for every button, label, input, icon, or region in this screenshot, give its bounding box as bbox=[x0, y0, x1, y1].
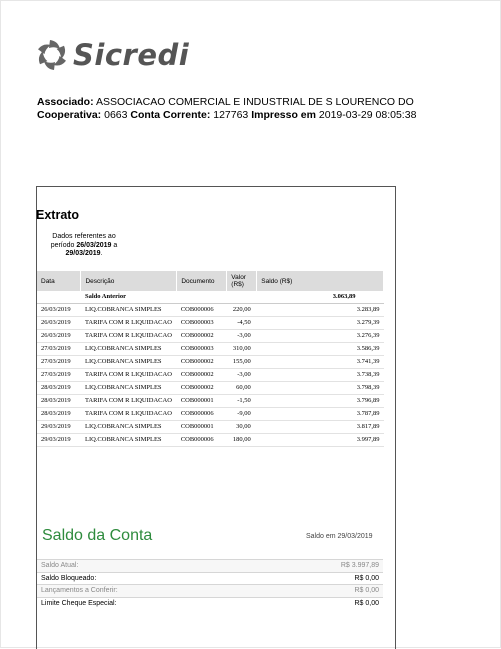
row-date: 26/03/2019 bbox=[37, 317, 81, 330]
cooperativa-value: 0663 bbox=[104, 109, 128, 121]
row-value: -3,00 bbox=[227, 369, 257, 382]
row-document: COB000006 bbox=[177, 304, 227, 317]
row-document: COB000006 bbox=[177, 408, 227, 421]
row-value: 155,00 bbox=[227, 356, 257, 369]
table-header-row bbox=[37, 271, 384, 291]
saldo-anterior-doc bbox=[177, 291, 227, 304]
cooperativa-label: Cooperativa: bbox=[37, 109, 102, 121]
saldo-anterior-row bbox=[37, 291, 384, 304]
sicredi-logo bbox=[35, 38, 189, 72]
row-value: 60,00 bbox=[227, 382, 257, 395]
row-value: -9,00 bbox=[227, 408, 257, 421]
row-balance: 3.787,89 bbox=[257, 408, 384, 421]
row-date: 27/03/2019 bbox=[37, 343, 81, 356]
col-saldo: Saldo (R$) bbox=[257, 271, 384, 291]
row-balance: 3.276,39 bbox=[257, 330, 384, 343]
row-document: COB000003 bbox=[177, 343, 227, 356]
col-descricao: Descrição bbox=[81, 271, 177, 291]
row-balance: 3.997,89 bbox=[257, 434, 384, 447]
periodo-text bbox=[44, 233, 124, 259]
saldo-date: Saldo em 29/03/2019 bbox=[306, 533, 373, 540]
row-value: -1,50 bbox=[227, 395, 257, 408]
table-row bbox=[37, 369, 384, 382]
sicredi-swirl-icon bbox=[35, 38, 69, 72]
impresso-value: 2019-03-29 08:05:38 bbox=[318, 109, 417, 121]
row-document: COB000002 bbox=[177, 369, 227, 382]
saldo-anterior-date bbox=[37, 291, 81, 304]
row-value: 180,00 bbox=[227, 434, 257, 447]
table-row bbox=[37, 395, 384, 408]
saldo-row-label: Saldo Bloqueado: bbox=[41, 574, 97, 582]
row-description: TARIFA COM R LIQUIDACAO bbox=[81, 317, 177, 330]
saldo-row-value: R$ 0,00 bbox=[354, 587, 379, 595]
row-description: LIQ.COBRANCA SIMPLES bbox=[81, 356, 177, 369]
table-row bbox=[37, 330, 384, 343]
row-balance: 3.817,89 bbox=[257, 421, 384, 434]
row-document: COB000002 bbox=[177, 330, 227, 343]
row-description: LIQ.COBRANCA SIMPLES bbox=[81, 421, 177, 434]
saldo-anterior-valor bbox=[227, 291, 257, 304]
row-description: LIQ.COBRANCA SIMPLES bbox=[81, 434, 177, 447]
table-row bbox=[37, 408, 384, 421]
col-valor: Valor (R$) bbox=[227, 271, 257, 291]
row-balance: 3.798,39 bbox=[257, 382, 384, 395]
row-date: 28/03/2019 bbox=[37, 382, 81, 395]
periodo-end-date: 29/03/2019 bbox=[65, 250, 101, 257]
row-date: 26/03/2019 bbox=[37, 304, 81, 317]
associado-value: ASSOCIACAO COMERCIAL E INDUSTRIAL DE S LOURENCO DO bbox=[95, 96, 414, 108]
saldo-row bbox=[37, 597, 383, 610]
row-value: -4,50 bbox=[227, 317, 257, 330]
row-balance: 3.741,39 bbox=[257, 356, 384, 369]
row-document: COB000002 bbox=[177, 356, 227, 369]
row-document: COB000003 bbox=[177, 317, 227, 330]
row-description: TARIFA COM R LIQUIDACAO bbox=[81, 330, 177, 343]
table-row bbox=[37, 317, 384, 330]
conta-label: Conta Corrente: bbox=[130, 109, 211, 121]
row-description: TARIFA COM R LIQUIDACAO bbox=[81, 369, 177, 382]
saldo-anterior-value: 3.063,89 bbox=[257, 291, 384, 304]
impresso-label: Impresso em bbox=[251, 109, 316, 121]
saldo-anterior-label: Saldo Anterior bbox=[81, 291, 177, 304]
row-value: 30,00 bbox=[227, 421, 257, 434]
row-document: COB000002 bbox=[177, 382, 227, 395]
row-description: LIQ.COBRANCA SIMPLES bbox=[81, 382, 177, 395]
row-document: COB000006 bbox=[177, 434, 227, 447]
row-date: 27/03/2019 bbox=[37, 356, 81, 369]
cooperativa-line bbox=[37, 109, 416, 122]
saldo-row-value: R$ 0,00 bbox=[354, 574, 379, 582]
saldo-row-value: R$ 3.997,89 bbox=[340, 562, 379, 570]
saldo-row-label: Limite Cheque Especial: bbox=[41, 599, 117, 607]
table-row bbox=[37, 343, 384, 356]
conta-value: 127763 bbox=[213, 109, 249, 121]
row-document: COB000001 bbox=[177, 421, 227, 434]
extrato-title: Extrato bbox=[36, 208, 80, 222]
col-documento: Documento bbox=[177, 271, 227, 291]
row-balance: 3.586,39 bbox=[257, 343, 384, 356]
row-balance: 3.796,89 bbox=[257, 395, 384, 408]
saldo-row bbox=[37, 572, 383, 585]
saldo-row-value: R$ 0,00 bbox=[354, 599, 379, 607]
row-document: COB000001 bbox=[177, 395, 227, 408]
row-value: 310,00 bbox=[227, 343, 257, 356]
account-header bbox=[37, 96, 416, 122]
saldo-row bbox=[37, 584, 383, 597]
row-date: 27/03/2019 bbox=[37, 369, 81, 382]
table-row bbox=[37, 304, 384, 317]
row-date: 29/03/2019 bbox=[37, 434, 81, 447]
col-data: Data bbox=[37, 271, 81, 291]
row-date: 29/03/2019 bbox=[37, 421, 81, 434]
periodo-a: a bbox=[113, 241, 118, 249]
row-balance: 3.279,39 bbox=[257, 317, 384, 330]
saldo-row bbox=[37, 559, 383, 572]
saldo-title: Saldo da Conta bbox=[42, 527, 153, 544]
row-balance: 3.738,39 bbox=[257, 369, 384, 382]
row-description: TARIFA COM R LIQUIDACAO bbox=[81, 395, 177, 408]
row-value: -3,00 bbox=[227, 330, 257, 343]
table-row bbox=[37, 382, 384, 395]
row-date: 28/03/2019 bbox=[37, 408, 81, 421]
saldo-row-label: Saldo Atual: bbox=[41, 562, 79, 570]
row-description: LIQ.COBRANCA SIMPLES bbox=[81, 343, 177, 356]
row-value: 220,00 bbox=[227, 304, 257, 317]
row-description: LIQ.COBRANCA SIMPLES bbox=[81, 304, 177, 317]
brand-name: Sicredi bbox=[73, 37, 190, 72]
saldo-row-label: Lançamentos a Conferir: bbox=[41, 587, 118, 595]
associado-line bbox=[37, 96, 416, 109]
table-row bbox=[37, 421, 384, 434]
extrato-table bbox=[37, 271, 384, 447]
row-balance: 3.283,89 bbox=[257, 304, 384, 317]
periodo-start: 26/03/2019 bbox=[76, 241, 112, 249]
row-date: 28/03/2019 bbox=[37, 395, 81, 408]
table-row bbox=[37, 356, 384, 369]
associado-label: Associado: bbox=[37, 96, 94, 108]
periodo-intro: Dados referentes ao período bbox=[50, 233, 116, 249]
row-date: 26/03/2019 bbox=[37, 330, 81, 343]
row-description: TARIFA COM R LIQUIDACAO bbox=[81, 408, 177, 421]
periodo-dot: . bbox=[100, 250, 103, 257]
table-row bbox=[37, 434, 384, 447]
saldo-list bbox=[37, 559, 383, 609]
